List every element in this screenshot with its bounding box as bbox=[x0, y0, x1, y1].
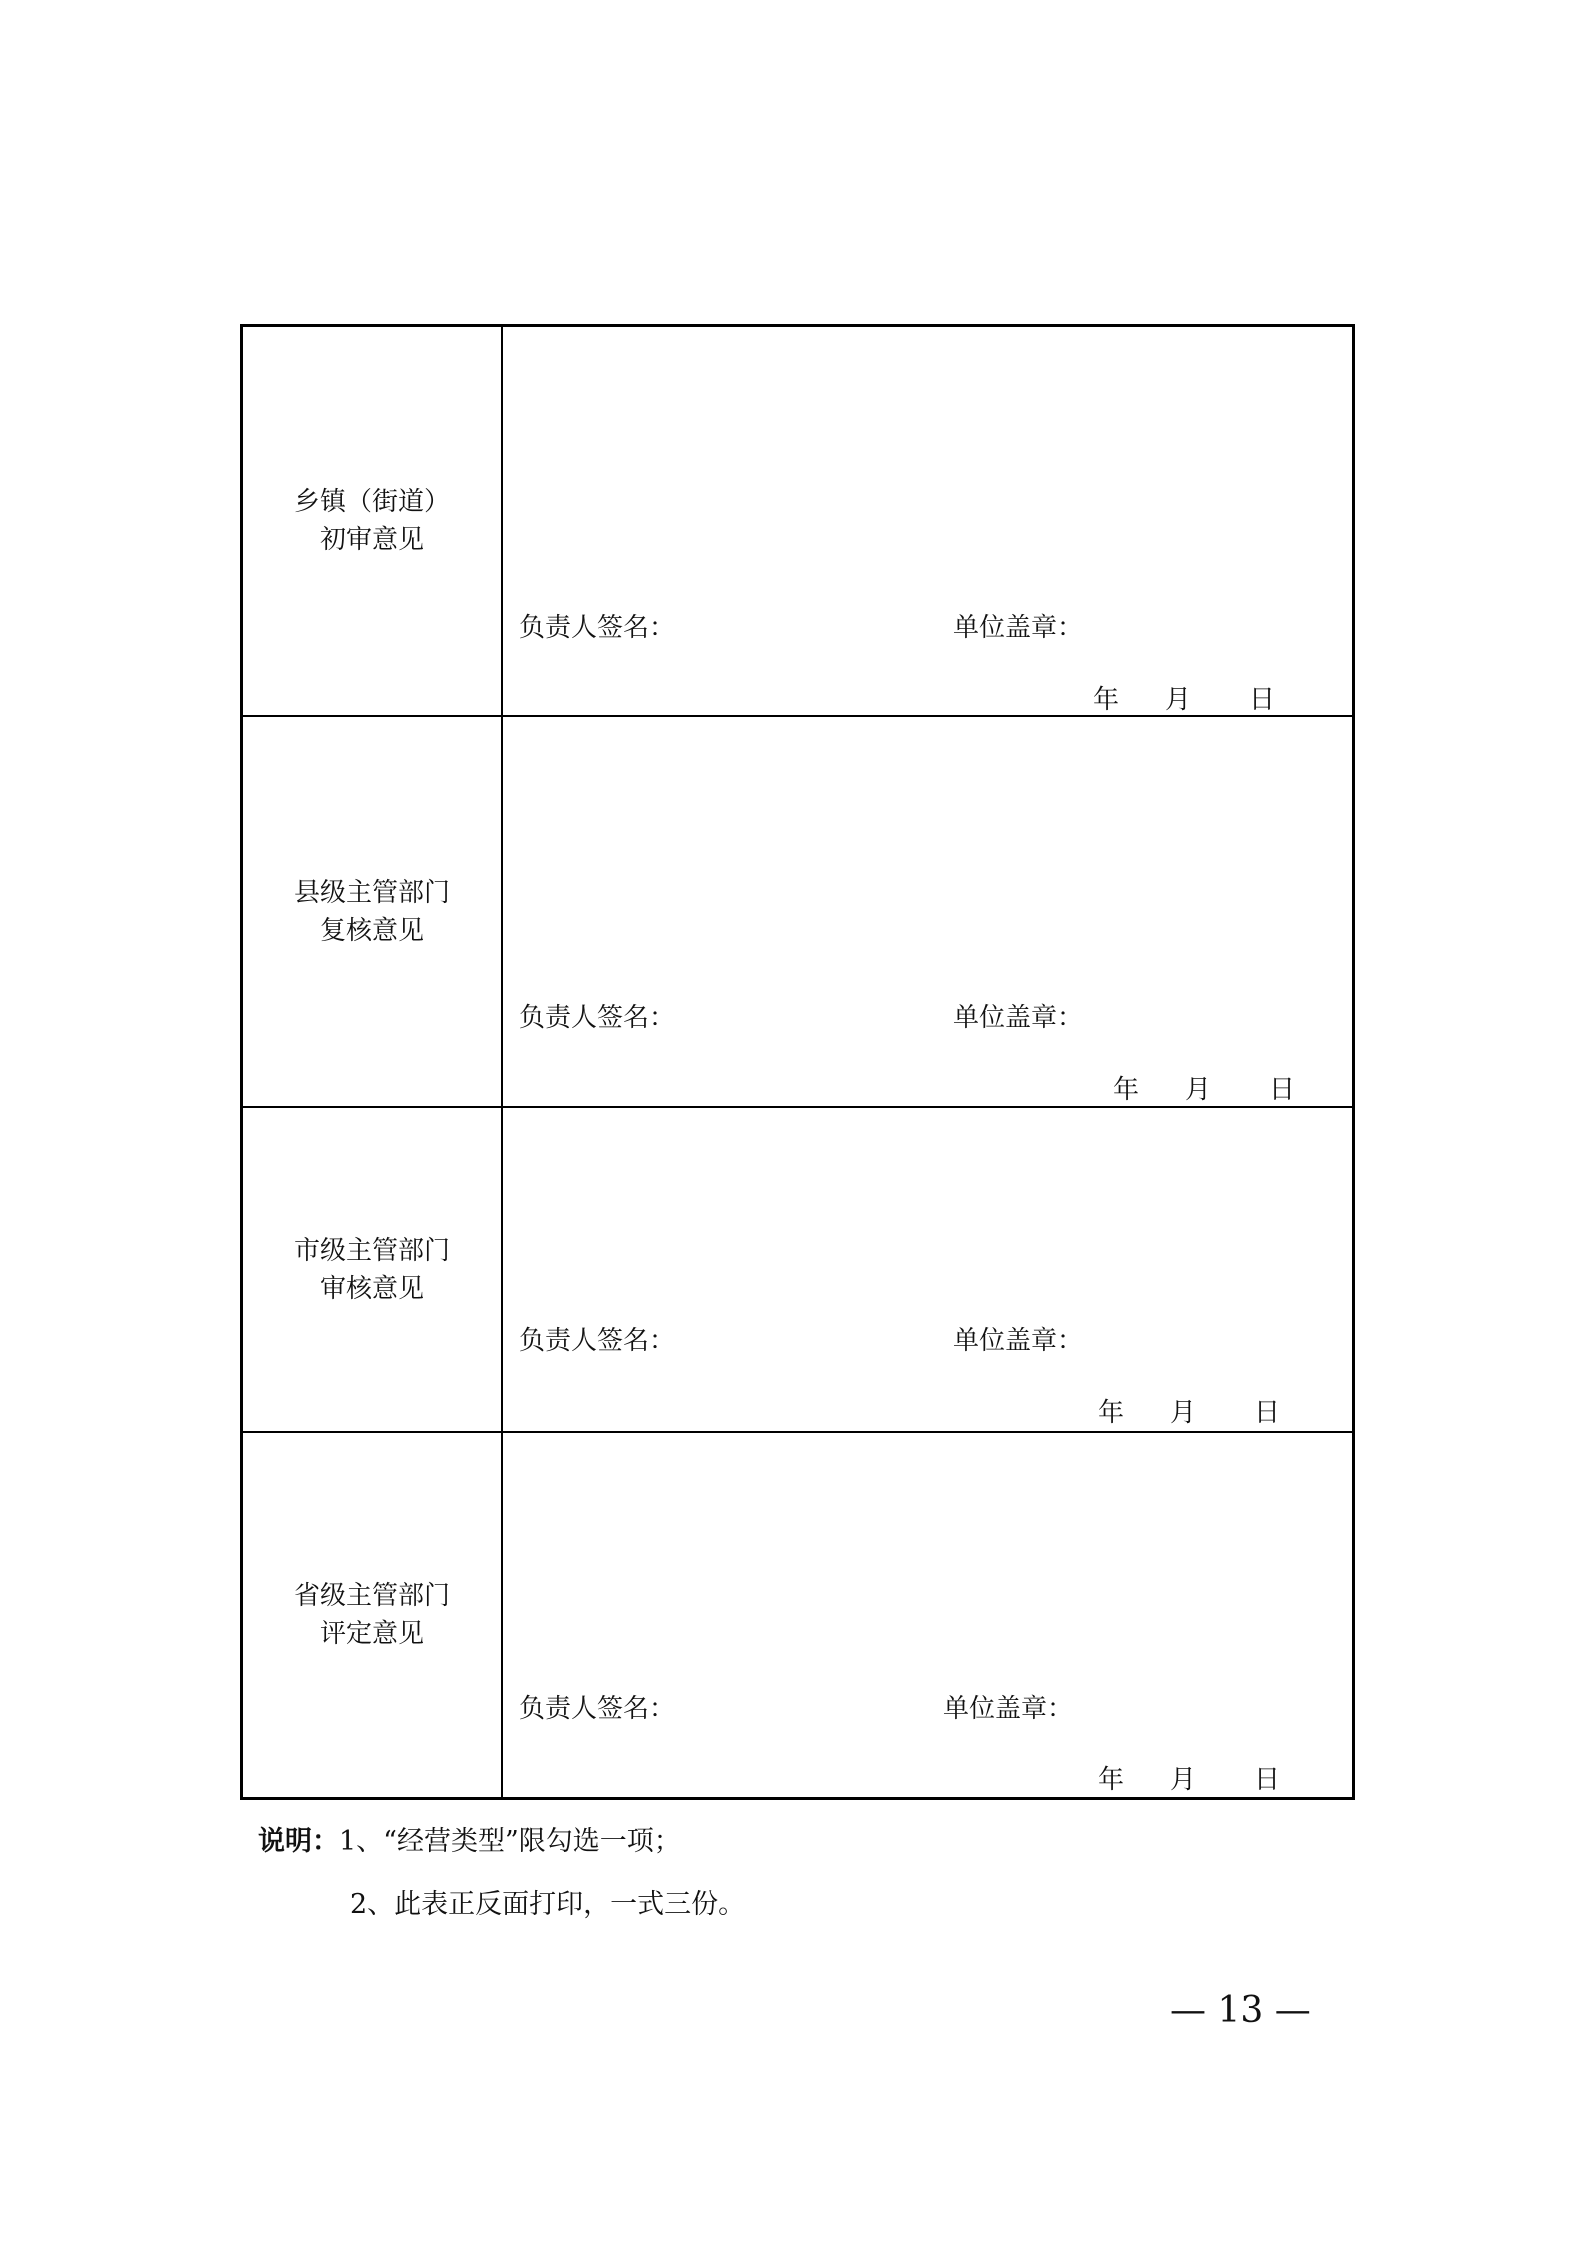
row-label bbox=[294, 874, 450, 950]
date-month: 月 bbox=[1170, 1765, 1197, 1795]
signature-label: 负责人签名： bbox=[519, 1326, 676, 1356]
row-label-line: 乡镇（街道） bbox=[293, 487, 450, 517]
note-item-1: 1、“经营类型”限勾选一项； bbox=[339, 1826, 681, 1857]
row-label bbox=[294, 483, 450, 559]
date-month: 月 bbox=[1185, 1075, 1212, 1105]
signature-label: 负责人签名： bbox=[519, 1694, 676, 1724]
row-label-line: 省级主管部门 bbox=[293, 1581, 450, 1611]
date-day: 日 bbox=[1254, 1765, 1281, 1795]
signature-label: 负责人签名： bbox=[519, 1003, 676, 1033]
row-label-cell bbox=[243, 1433, 503, 1797]
row-label bbox=[294, 1577, 450, 1653]
opinion-field[interactable] bbox=[503, 1108, 1352, 1431]
seal-label: 单位盖章： bbox=[953, 1326, 1084, 1356]
date-day: 日 bbox=[1249, 685, 1276, 715]
date-year: 年 bbox=[1093, 685, 1120, 715]
opinion-field[interactable] bbox=[503, 1433, 1352, 1797]
signature-label: 负责人签名： bbox=[519, 613, 676, 643]
page-number: — 13 — bbox=[1170, 1990, 1311, 2031]
row-label-cell bbox=[243, 1108, 503, 1431]
form-row-city bbox=[243, 1108, 1352, 1433]
seal-label: 单位盖章： bbox=[953, 1003, 1084, 1033]
form-row-county bbox=[243, 717, 1352, 1108]
date-line bbox=[1098, 1759, 1280, 1796]
date-day: 日 bbox=[1254, 1398, 1281, 1428]
form-row-township bbox=[243, 327, 1352, 717]
row-label-line: 复核意见 bbox=[319, 915, 424, 946]
date-year: 年 bbox=[1113, 1075, 1140, 1105]
row-label-line: 审核意见 bbox=[319, 1273, 424, 1304]
row-label bbox=[294, 1232, 450, 1308]
date-year: 年 bbox=[1098, 1765, 1125, 1795]
opinion-field[interactable] bbox=[503, 327, 1352, 715]
approval-form-table bbox=[240, 324, 1355, 1800]
date-line bbox=[1098, 1392, 1280, 1429]
form-row-province bbox=[243, 1433, 1352, 1797]
date-line bbox=[1093, 679, 1275, 716]
date-day: 日 bbox=[1269, 1075, 1296, 1105]
date-month: 月 bbox=[1165, 685, 1192, 715]
note-item-2: 2、此表正反面打印，一式三份。 bbox=[350, 1889, 746, 1920]
opinion-field[interactable] bbox=[503, 717, 1352, 1106]
seal-label: 单位盖章： bbox=[943, 1694, 1074, 1724]
date-year: 年 bbox=[1098, 1398, 1125, 1428]
row-label-cell bbox=[243, 717, 503, 1106]
row-label-line: 县级主管部门 bbox=[293, 877, 450, 908]
row-label-line: 初审意见 bbox=[319, 525, 424, 555]
row-label-line: 评定意见 bbox=[319, 1619, 424, 1649]
date-month: 月 bbox=[1170, 1398, 1197, 1428]
row-label-cell bbox=[243, 327, 503, 715]
notes-heading: 说明： bbox=[258, 1826, 339, 1857]
row-label-line: 市级主管部门 bbox=[293, 1235, 450, 1266]
notes bbox=[258, 1822, 681, 1862]
seal-label: 单位盖章： bbox=[953, 613, 1084, 643]
date-line bbox=[1113, 1069, 1295, 1106]
